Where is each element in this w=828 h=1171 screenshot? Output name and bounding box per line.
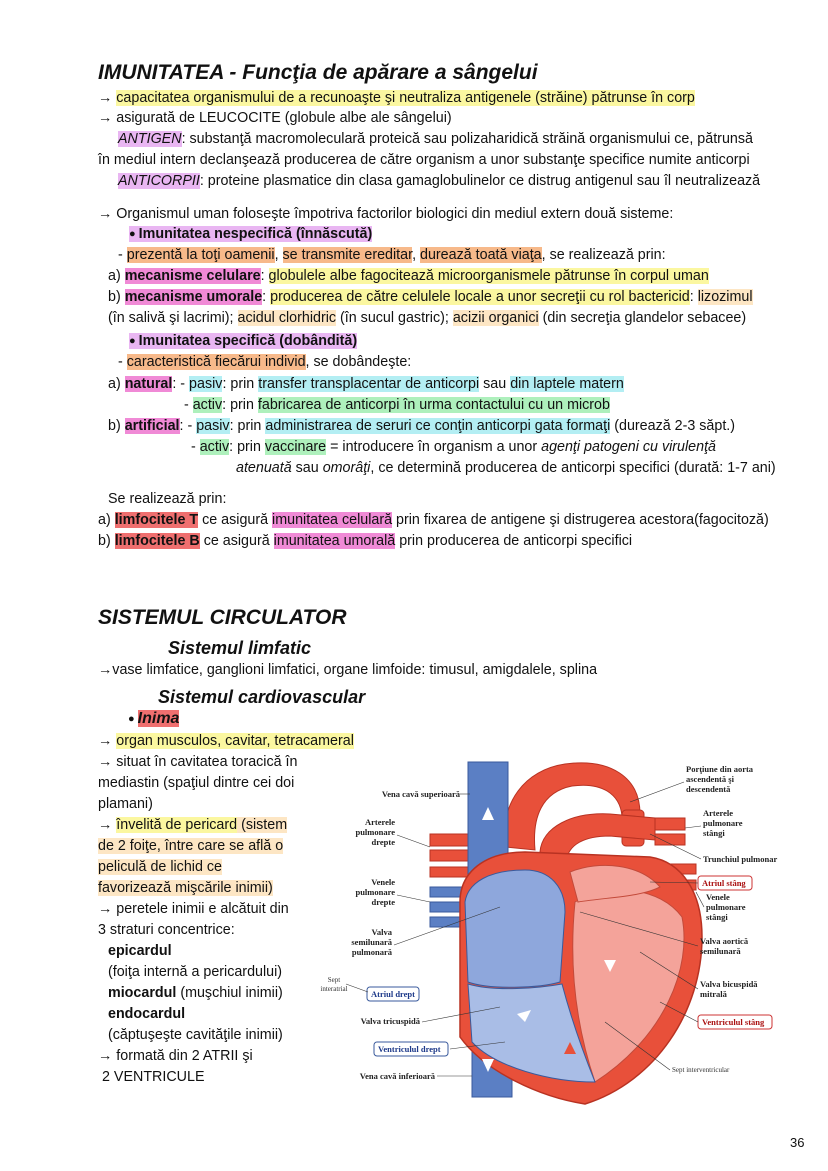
label-aorta-2: ascendentă şi [686,774,734,784]
epicardul-desc: (foiţa internă a pericardului) [108,964,283,980]
specifica-props: - caracteristică fiecărui individ, se dobândeşte: [118,354,412,370]
situat-1: → situat în cavitatea toracică în [98,754,298,770]
label-atriul-drept: Atriul drept [371,989,415,999]
pericard-4: favorizează mişcările inimii) [98,880,273,896]
label-art-pulm-drepte-2: pulmonare [355,827,395,837]
natural-activ: - activ: prin fabricarea de anticorpi în urma contactului cu un microb [184,397,610,413]
label-art-pulm-stangi-3: stângi [703,828,725,838]
pulm-artery-left-1 [655,818,685,830]
perete-1: → peretele inimii e alcătuit din [98,901,289,917]
label-vene-pulm-stangi-3: stângi [706,912,728,922]
label-valva-aortica-2: semilunară [700,946,741,956]
label-art-pulm-drepte-1: Arterele [364,817,395,827]
limfocite-t: a) limfocitele T ce asigură imunitatea celulară prin fixarea de antigene şi distrugerea acestora(fagocitoză) [98,512,769,528]
label-art-pulm-stangi-2: pulmonare [703,818,743,828]
label-ventriculul-stang: Ventriculul stâng [702,1017,765,1027]
pericard-2: de 2 foiţe, între care se află o [98,838,284,854]
label-sept-interatrial-1: Sept [327,976,341,984]
mecanisme-celulare: a) mecanisme celulare: globulele albe fagocitează microorganismele pătrunse în corpul uman [108,268,709,284]
artificial-activ: - activ: prin vaccinare = introducere în organism a unor agenţi patogeni cu virulenţă [191,439,716,455]
inima-heading: ● Inima [128,710,180,727]
mecanisme-umorale: b) mecanisme umorale: producerea de către celulele locale a unor secreţii cu rol bactericid: lizozimul [108,289,753,305]
label-valva-pulm-2: semilunară [351,937,392,947]
label-valva-aortica-1: Valva aortică [700,936,749,946]
limfocite-b: b) limfocitele B ce asigură imunitatea umorală prin producerea de anticorpi specifici [98,533,633,549]
circulator-title: SISTEMUL CIRCULATOR [98,606,347,629]
label-vene-pulm-drepte-2: pulmonare [355,887,395,897]
sisteme-line: → Organismul uman foloseşte împotriva factorilor biologici din mediul extern două sisteme: [98,206,674,222]
se-realizeaza: Se realizează prin: [108,491,227,507]
nespecifica-heading: ● Imunitatea nespecifică (înnăscută) [129,226,373,242]
left-ventricle [573,890,684,1082]
pericard-3: peliculă de lichid ce [98,859,222,875]
antigen-def-1: ANTIGEN: substanţă macromoleculară proteică sau polizaharidică străină organismului ce, pătrunsă [118,131,753,147]
label-valva-pulm-3: pulmonară [351,947,392,957]
label-trunchi: Trunchiul pulmonar [703,854,778,864]
pericard-1: → învelită de pericard (sistem [98,817,288,833]
endocardul: endocardul [108,1006,186,1022]
label-aorta-1: Porţiune din aorta [686,764,754,774]
right-atrium [465,870,565,987]
mecanisme-umorale-cont: (în salivă şi lacrimi); acidul clorhidric (în sucul gastric); acizii organici (din secreţia glandelor sebacee) [108,310,747,326]
limfatic-text: →vase limfatice, ganglioni limfatici, organe limfoide: timusul, amigdalele, splina [98,662,598,678]
endocardul-desc: (căptuşeşte cavităţile inimii) [108,1027,283,1043]
label-aorta-3: descendentă [686,784,731,794]
artificial-pasiv: b) artificial: - pasiv: prin administrarea de seruri ce conţin anticorpi gata formaţi (durează 2-3 săpt.) [108,418,736,434]
miocardul: miocardul (muşchiul inimii) [108,985,283,1001]
imunitate-line-1: → capacitatea organismului de a recunoaşte şi neutraliza antigenele (străine) pătrunse în corp [98,90,695,106]
natural-pasiv: a) natural: - pasiv: prin transfer transplacentar de anticorpi sau din laptele matern [108,376,624,392]
label-sept-interventricular: Sept interventricular [672,1066,730,1074]
label-vene-pulm-stangi-2: pulmonare [706,902,746,912]
label-vena-cava-inf: Vena cavă inferioară [359,1071,435,1081]
pulm-artery-left-2 [655,834,685,845]
label-vene-pulm-drepte-1: Venele [371,877,395,887]
situat-2: mediastin (spaţiul dintre cei doi [98,775,295,791]
label-vene-pulm-drepte-3: drepte [371,897,395,907]
organ-line: → organ musculos, cavitar, tetracameral [98,733,354,749]
artificial-activ-cont: atenuată sau omorâţi, ce determină producerea de anticorpi specifici (durată: 1-7 ani) [236,460,776,476]
label-valva-bicuspida-2: mitrală [700,989,727,999]
imunitate-title: IMUNITATEA - Funcţia de apărare a sângelui [98,61,538,84]
anticorpi-def: ANTICORPII: proteine plasmatice din clasa gamaglobulinelor ce distrug antigenul sau îl neutralizează [118,173,761,189]
limfatic-title: Sistemul limfatic [168,638,312,658]
label-valva-pulm-1: Valva [371,927,392,937]
label-vena-cava-sup: Vena cavă superioară [381,789,460,799]
label-art-pulm-drepte-3: drepte [371,837,395,847]
label-valva-tricuspida: Valva tricuspidă [360,1016,420,1026]
label-vene-pulm-stangi-1: Venele [706,892,730,902]
label-sept-interatrial-2: interatrial [320,985,348,993]
heart-diagram [310,752,790,1112]
nespecifica-props: - prezentă la toţi oamenii, se transmite ereditar, durează toată viaţa, se realizează prin: [118,247,666,263]
perete-2: 3 straturi concentrice: [98,922,235,938]
page-number: 36 [790,1135,805,1150]
antigen-def-2: în mediul intern declanşează producerea de către organism a unor substanţe specifice numite anticorpi [98,152,750,168]
epicardul: epicardul [108,943,172,959]
cardio-title: Sistemul cardiovascular [158,687,366,707]
label-atriul-stang: Atriul stâng [702,878,746,888]
label-valva-bicuspida-1: Valva bicuspidă [700,979,758,989]
label-ventriculul-drept: Ventriculul drept [378,1044,441,1054]
label-art-pulm-stangi-1: Arterele [703,808,734,818]
specifica-heading: ● Imunitatea specifică (dobândită) [129,333,358,349]
formata-2: 2 VENTRICULE [102,1069,205,1085]
imunitate-line-2: → asigurată de LEUCOCITE (globule albe ale sângelui) [98,110,452,126]
situat-3: plamani) [98,796,153,812]
formata-1: → formată din 2 ATRII şi [98,1048,253,1064]
